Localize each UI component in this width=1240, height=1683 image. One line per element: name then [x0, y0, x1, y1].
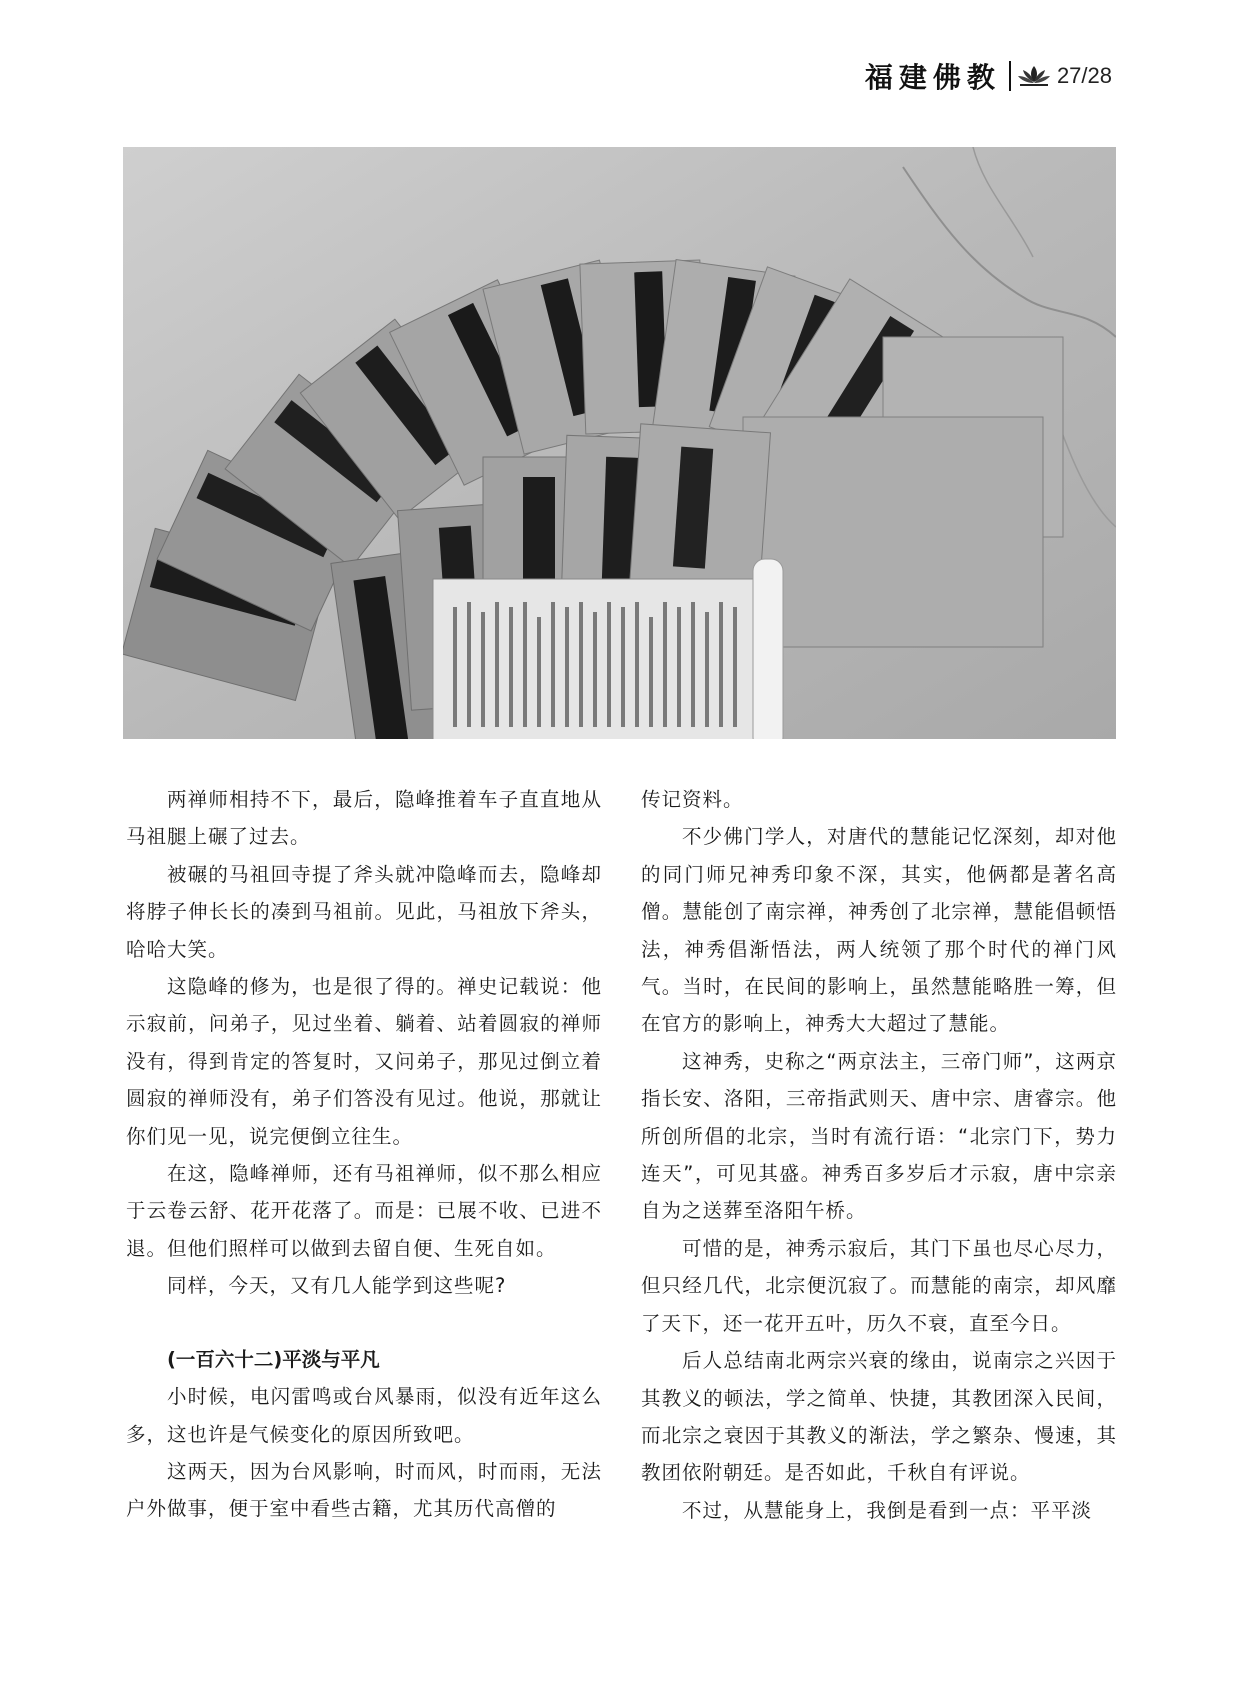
paragraph: 两禅师相持不下，最后，隐峰推着车子直直地从马祖腿上碾了过去。	[126, 788, 602, 849]
paragraph: 可惜的是，神秀示寂后，其门下虽也尽心尽力，但只经几代，北宗便沉寂了。而慧能的南宗，却风靡了天下，还一花开五叶，历久不衰，直至今日。	[641, 1236, 1117, 1335]
section-heading: (一百六十二)平淡与平凡	[166, 1347, 380, 1371]
left-column	[126, 781, 602, 1528]
sutra-books-photo	[123, 147, 1116, 739]
page-number: 27/28	[1056, 63, 1112, 88]
masthead	[865, 56, 1112, 96]
lotus-icon	[1017, 64, 1051, 88]
paragraph: 被碾的马祖回寺提了斧头就冲隐峰而去，隐峰却将脖子伸长长的凑到马祖前。见此，马祖放下斧头，哈哈大笑。	[126, 862, 602, 961]
paragraph: 传记资料。	[641, 788, 744, 811]
paragraph: 不少佛门学人，对唐代的慧能记忆深刻，却对他的同门师兄神秀印象不深，其实，他俩都是著名高僧。慧能创了南宗禅，神秀创了北宗禅，慧能倡顿悟法，神秀倡渐悟法，两人统领了那个时代的禅门风气。当时，在民间的影响上，虽然慧能略胜一筹，但在官方的影响上，神秀大大超过了慧能。	[641, 825, 1117, 1036]
paragraph: 同样，今天，又有几人能学到这些呢?	[166, 1274, 507, 1298]
paragraph: 这神秀，史称之“两京法主，三帝门师”，这两京指长安、洛阳，三帝指武则天、唐中宗、唐睿宗。他所创所倡的北宗，当时有流行语：“北宗门下，势力连天”，可见其盛。神秀百多岁后才示寂，唐中宗亲自为之送葬至洛阳午桥。	[641, 1049, 1117, 1223]
magazine-title: 福建佛教	[864, 61, 1001, 94]
paragraph: 后人总结南北两宗兴衰的缘由，说南宗之兴因于其教义的顿法，学之简单、快捷，其教团深入民间，而北宗之衰因于其教义的渐法，学之繁杂、慢速，其教团依附朝廷。是否如此，千秋自有评说。	[641, 1349, 1117, 1485]
paragraph: 在这，隐峰禅师，还有马祖禅师，似不那么相应于云卷云舒、花开花落了。而是：已展不收、已进不退。但他们照样可以做到去留自便、生死自如。	[126, 1162, 602, 1260]
paragraph: 小时候，电闪雷鸣或台风暴雨，似没有近年这么多，这也许是气候变化的原因所致吧。	[126, 1385, 602, 1446]
scroll-page	[433, 559, 783, 739]
paragraph: 这隐峰的修为，也是很了得的。禅史记载说：他示寂前，问弟子，见过坐着、躺着、站着圆寂的禅师没有，得到肯定的答复时，又问弟子，那见过倒立着圆寂的禅师没有，弟子们答没有见过。他说，那就让你们见一见，说完便倒立往生。	[126, 975, 602, 1148]
photo-illustration	[123, 147, 1116, 739]
paragraph: 这两天，因为台风影响，时而风，时而雨，无法户外做事，便于室中看些古籍，尤其历代高僧的	[126, 1459, 602, 1521]
masthead-divider	[1009, 61, 1011, 91]
right-column	[641, 781, 1117, 1529]
paragraph: 不过，从慧能身上，我倒是看到一点：平平淡	[681, 1498, 1092, 1522]
